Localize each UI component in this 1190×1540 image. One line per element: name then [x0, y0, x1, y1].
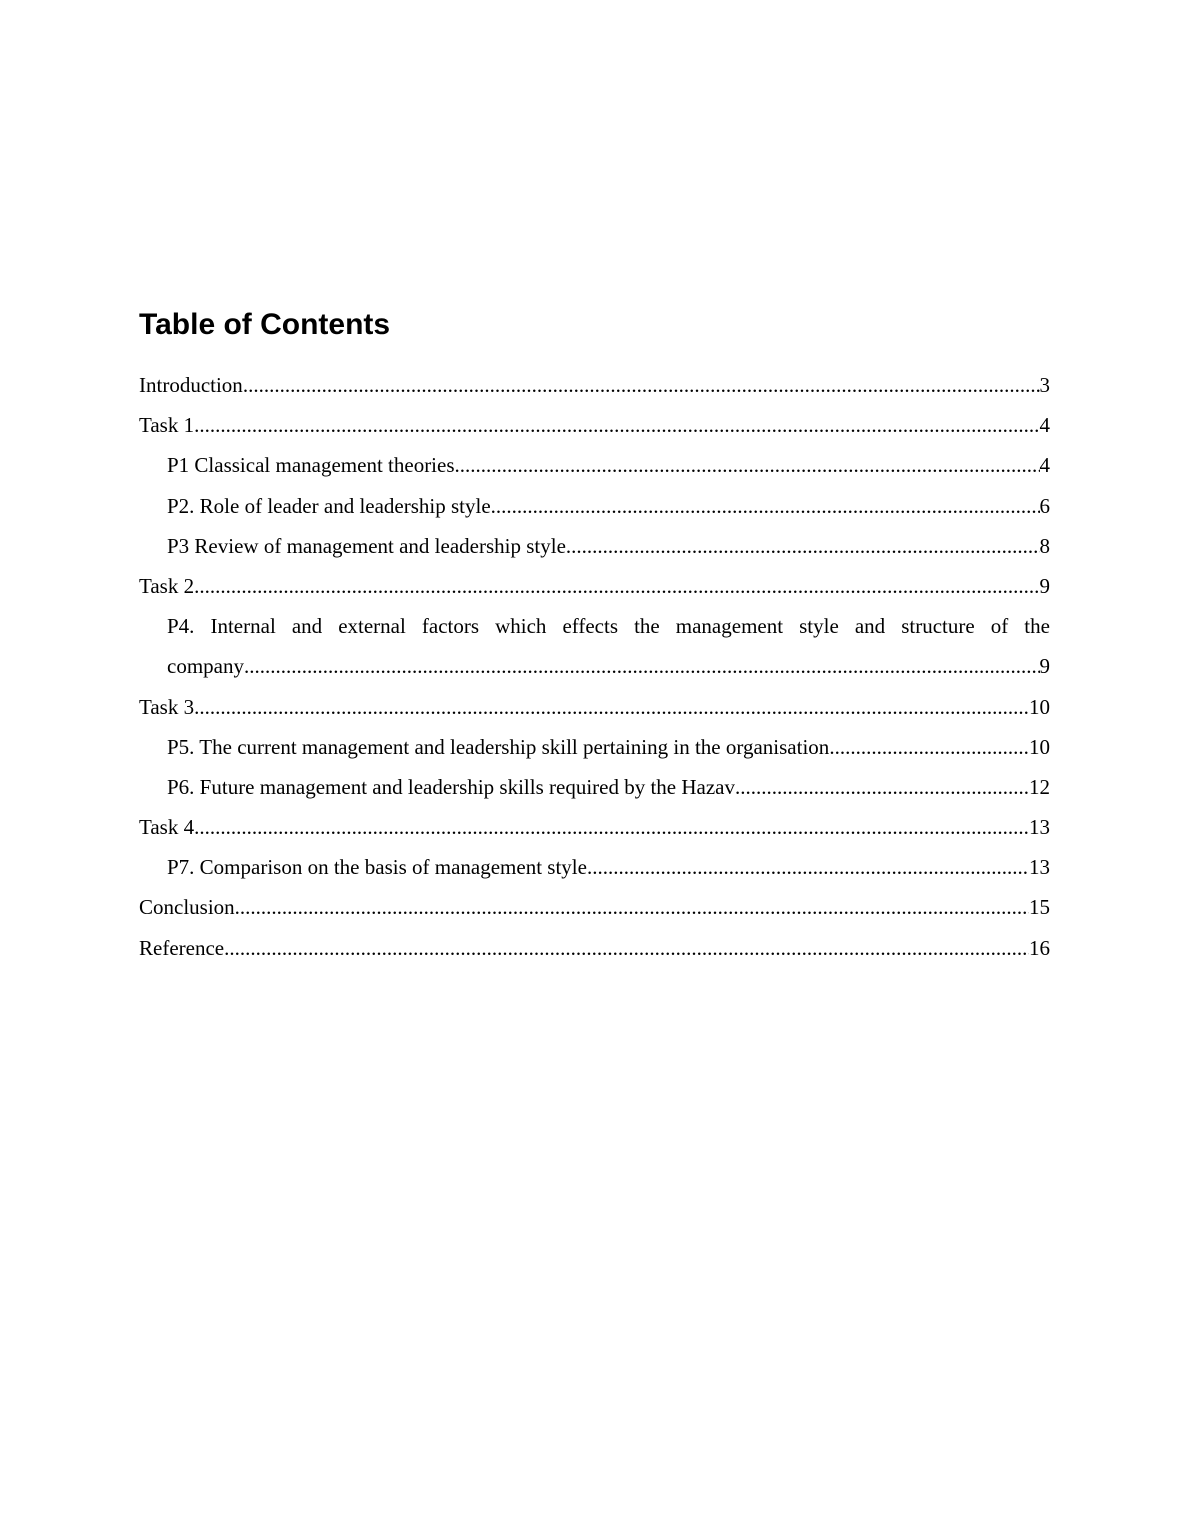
- toc-entry-page: 4: [1039, 413, 1050, 438]
- toc-entry-page: 15: [1029, 895, 1050, 920]
- toc-entry-label-line-1: P4. Internal and external factors which effects the management style and structure of the: [167, 614, 1050, 639]
- dot-leader: [243, 365, 1040, 405]
- toc-entry-introduction[interactable]: [139, 365, 1050, 405]
- toc-entry-p1[interactable]: [139, 445, 1050, 485]
- toc-entry-label: P2. Role of leader and leadership style: [167, 493, 491, 518]
- toc-entry-label: Conclusion: [139, 895, 235, 920]
- dot-leader: [194, 687, 1029, 727]
- toc-entry-page: 3: [1039, 373, 1050, 397]
- toc-entry-p7[interactable]: [139, 847, 1050, 887]
- toc-entry-label: P5. The current management and leadership skill pertaining in the organisation: [167, 734, 830, 759]
- toc-title: Table of Contents: [139, 308, 391, 341]
- dot-leader: [491, 486, 1040, 526]
- toc-entry-page: 10: [1029, 734, 1050, 759]
- dot-leader: [587, 847, 1029, 887]
- toc-entry-label: Task 4: [139, 815, 195, 840]
- dot-leader: [735, 767, 1029, 807]
- toc-entry-page: 12: [1029, 774, 1050, 799]
- toc-entry-label: Task 1: [139, 413, 195, 438]
- toc-entry-p4[interactable]: [139, 606, 1050, 686]
- toc-entry-label-line-2: company: [167, 654, 244, 679]
- toc-entry-label: Task 3: [139, 694, 195, 719]
- toc-entry-label: Task 2: [139, 573, 195, 598]
- dot-leader: [455, 445, 1040, 485]
- dot-leader: [244, 646, 1040, 686]
- toc-entry-p5[interactable]: [139, 727, 1050, 767]
- toc-entry-conclusion[interactable]: [139, 887, 1050, 927]
- toc-entry-p3[interactable]: [139, 526, 1050, 566]
- toc-entry-page: 8: [1039, 533, 1050, 558]
- toc-entry-page: 4: [1039, 453, 1050, 478]
- toc-entry-label: P6. Future management and leadership skills required by the Hazav: [167, 774, 736, 799]
- dot-leader: [566, 526, 1040, 566]
- toc-entry-p6[interactable]: [139, 767, 1050, 807]
- dot-leader: [194, 405, 1039, 445]
- dot-leader: [194, 807, 1029, 847]
- toc-entry-p2[interactable]: [139, 486, 1050, 526]
- toc-entry-task-1[interactable]: [139, 405, 1050, 445]
- toc-entry-label: Introduction: [139, 373, 243, 397]
- table-of-contents: [139, 305, 1050, 968]
- toc-entry-page: 13: [1029, 855, 1050, 880]
- toc-entry-label: Reference: [139, 935, 225, 960]
- toc-entry-page: 10: [1029, 694, 1050, 719]
- toc-entry-task-2[interactable]: [139, 566, 1050, 606]
- toc-entry-label: P3 Review of management and leadership style: [167, 533, 566, 558]
- toc-entry-page: 6: [1039, 493, 1050, 518]
- dot-leader: [235, 887, 1029, 927]
- toc-entry-task-3[interactable]: [139, 687, 1050, 727]
- dot-leader: [829, 727, 1029, 767]
- toc-entry-page: 9: [1039, 654, 1050, 679]
- toc-entry-label: P1 Classical management theories: [167, 453, 455, 478]
- toc-entry-task-4[interactable]: [139, 807, 1050, 847]
- toc-entry-reference[interactable]: [139, 928, 1050, 968]
- toc-entry-label: P7. Comparison on the basis of management style: [167, 855, 587, 880]
- toc-entries: [139, 365, 1050, 968]
- toc-entry-page: 16: [1029, 935, 1050, 960]
- toc-entry-line-2: [167, 646, 1050, 686]
- dot-leader: [194, 566, 1039, 606]
- dot-leader: [224, 928, 1029, 968]
- toc-entry-page: 13: [1029, 815, 1050, 840]
- toc-entry-page: 9: [1039, 573, 1050, 598]
